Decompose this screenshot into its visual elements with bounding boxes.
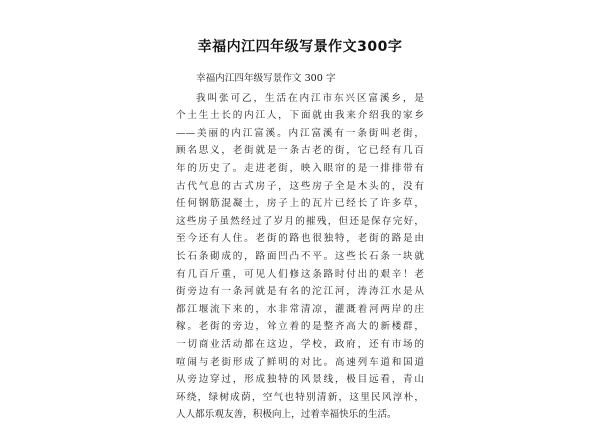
- document-title: 幸福内江四年级写景作文300字: [197, 39, 403, 55]
- article-line: 古代气息的古式房子，这些房子全是木头的，没有: [176, 180, 424, 192]
- article-line: 一切商业活动都在这边，学校，政府，还有市场的: [176, 338, 424, 350]
- article-line: 这些房子虽然经过了岁月的摧残，但还是保存完好，: [176, 215, 424, 227]
- article-line: 长石条砌成的，路面凹凸不平。这些长石条一块就: [176, 250, 424, 262]
- article-line: 都江堰流下来的，水非常清凉，灌溉着河两岸的庄: [176, 303, 424, 315]
- article-body: [176, 70, 424, 424]
- article-line: 顾名思义，老街就是一条古老的街，它已经有几百: [176, 145, 424, 157]
- article-line: 有几百斤重，可见人们修这条路时付出的艰辛！老: [176, 268, 424, 280]
- article-line: 个土生土长的内江人，下面就由我来介绍我的家乡: [176, 110, 424, 122]
- article-line: ——美丽的内江富溪。内江富溪有一条街叫老街，: [176, 127, 424, 139]
- article-line: 稼。老街的旁边，耸立着的是整齐高大的新楼群，: [176, 321, 424, 333]
- article-line: 至今还有人住。老街的路也很独特，老街的路是由: [176, 233, 424, 245]
- article-line: 我叫张可乙，生活在内江市东兴区富溪乡，是: [196, 92, 424, 104]
- article-line: 任何钢筋混凝土，房子上的瓦片已经长了许多草，: [176, 198, 424, 210]
- article-line: 从旁边穿过，形成独特的风景线，极目远看，青山: [176, 374, 424, 386]
- article-line: 喧闹与老街形成了鲜明的对比。高速列车道和国道: [176, 356, 424, 368]
- article-line: 年的历史了。走进老街，映入眼帘的是一排排带有: [176, 162, 424, 174]
- article-line: 街旁边有一条河就是有名的沱江河，涛涛江水是从: [176, 286, 424, 298]
- article-subtitle: 幸福内江四年级写景作文 300 字: [196, 73, 336, 84]
- article-line: 人人都乐观友善，积极向上，过着幸福快乐的生活。: [176, 409, 397, 421]
- article-line: 环绕，绿树成荫，空气也特别清新，这里民风淳朴，: [176, 391, 424, 403]
